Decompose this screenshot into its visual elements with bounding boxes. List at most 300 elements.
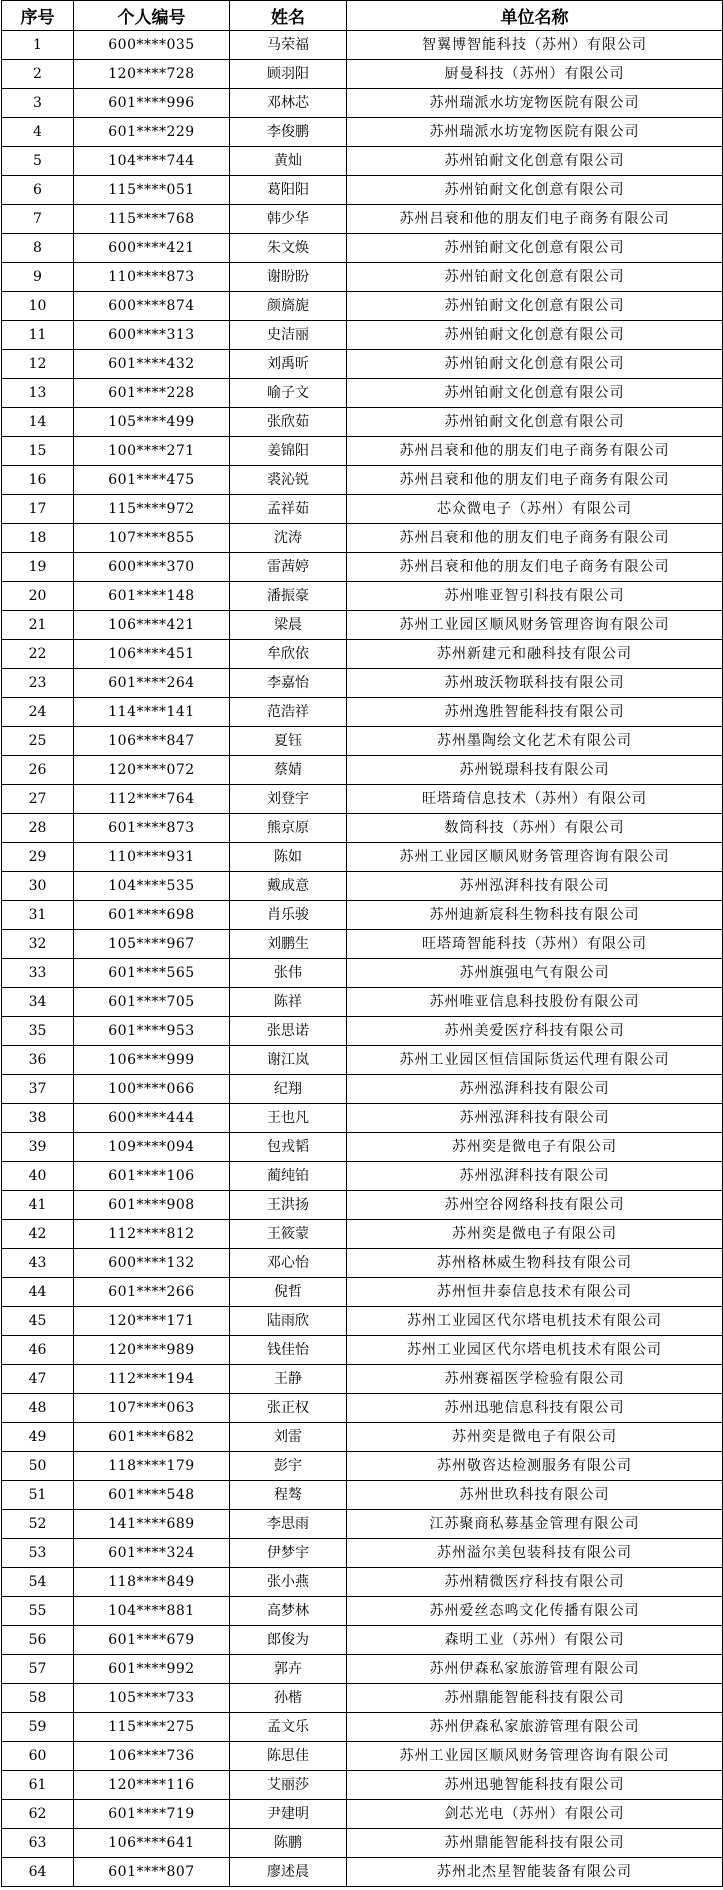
- cell-organization: 旺塔琦信息技术（苏州）有限公司: [347, 785, 723, 814]
- cell-organization: 苏州吕衰和他的朋友们电子商务有限公司: [347, 553, 723, 582]
- cell-organization: 苏州吕衰和他的朋友们电子商务有限公司: [347, 466, 723, 495]
- cell-organization: 苏州旗强电气有限公司: [347, 959, 723, 988]
- cell-organization: 智翼博智能科技（苏州）有限公司: [347, 31, 723, 60]
- cell-name: 纪翔: [230, 1075, 347, 1104]
- cell-personal-id: 110****931: [74, 843, 230, 872]
- cell-name: 史洁丽: [230, 321, 347, 350]
- table-row: [2, 1626, 723, 1655]
- cell-name: 刘禹昕: [230, 350, 347, 379]
- cell-serial-number: 25: [2, 727, 74, 756]
- cell-name: 潘振豪: [230, 582, 347, 611]
- cell-personal-id: 601****996: [74, 89, 230, 118]
- cell-serial-number: 52: [2, 1510, 74, 1539]
- cell-personal-id: 601****679: [74, 1626, 230, 1655]
- cell-organization: 苏州奕是微电子有限公司: [347, 1220, 723, 1249]
- cell-serial-number: 58: [2, 1684, 74, 1713]
- cell-name: 陆雨欣: [230, 1307, 347, 1336]
- cell-name: 高梦林: [230, 1597, 347, 1626]
- cell-serial-number: 32: [2, 930, 74, 959]
- cell-serial-number: 8: [2, 234, 74, 263]
- cell-personal-id: 106****999: [74, 1046, 230, 1075]
- cell-organization: 苏州铂耐文化创意有限公司: [347, 234, 723, 263]
- cell-serial-number: 13: [2, 379, 74, 408]
- cell-serial-number: 61: [2, 1771, 74, 1800]
- table-row: [2, 1220, 723, 1249]
- table-row: [2, 1191, 723, 1220]
- cell-serial-number: 23: [2, 669, 74, 698]
- cell-serial-number: 6: [2, 176, 74, 205]
- cell-organization: 苏州吕衰和他的朋友们电子商务有限公司: [347, 437, 723, 466]
- cell-organization: 数筒科技（苏州）有限公司: [347, 814, 723, 843]
- cell-name: 郭卉: [230, 1655, 347, 1684]
- cell-serial-number: 46: [2, 1336, 74, 1365]
- table-row: [2, 698, 723, 727]
- cell-organization: 苏州泓湃科技有限公司: [347, 1162, 723, 1191]
- cell-name: 颜旖旎: [230, 292, 347, 321]
- cell-organization: 苏州迅驰智能科技有限公司: [347, 1771, 723, 1800]
- cell-serial-number: 50: [2, 1452, 74, 1481]
- table-row: [2, 1539, 723, 1568]
- cell-name: 葛阳阳: [230, 176, 347, 205]
- cell-name: 蔡婧: [230, 756, 347, 785]
- cell-organization: 苏州吕衰和他的朋友们电子商务有限公司: [347, 205, 723, 234]
- cell-organization: 苏州溢尔美包装科技有限公司: [347, 1539, 723, 1568]
- cell-name: 孙楷: [230, 1684, 347, 1713]
- cell-organization: 苏州唯亚信息科技股份有限公司: [347, 988, 723, 1017]
- cell-name: 刘登宇: [230, 785, 347, 814]
- cell-personal-id: 100****271: [74, 437, 230, 466]
- cell-organization: 苏州泓湃科技有限公司: [347, 872, 723, 901]
- table-row: [2, 901, 723, 930]
- cell-organization: 苏州美爱医疗科技有限公司: [347, 1017, 723, 1046]
- cell-organization: 苏州铂耐文化创意有限公司: [347, 147, 723, 176]
- cell-name: 沈涛: [230, 524, 347, 553]
- cell-personal-id: 600****370: [74, 553, 230, 582]
- cell-personal-id: 107****855: [74, 524, 230, 553]
- cell-organization: 厨曼科技（苏州）有限公司: [347, 60, 723, 89]
- cell-name: 姜锦阳: [230, 437, 347, 466]
- cell-organization: 苏州鼎能智能科技有限公司: [347, 1684, 723, 1713]
- cell-serial-number: 51: [2, 1481, 74, 1510]
- cell-personal-id: 601****229: [74, 118, 230, 147]
- cell-serial-number: 63: [2, 1829, 74, 1858]
- cell-personal-id: 601****324: [74, 1539, 230, 1568]
- table-row: [2, 524, 723, 553]
- table-row: [2, 756, 723, 785]
- table-row: [2, 640, 723, 669]
- cell-name: 张思诺: [230, 1017, 347, 1046]
- table-row: [2, 1249, 723, 1278]
- cell-personal-id: 601****807: [74, 1858, 230, 1887]
- personnel-table: [1, 0, 723, 1887]
- table-row: [2, 582, 723, 611]
- cell-personal-id: 601****705: [74, 988, 230, 1017]
- cell-personal-id: 106****847: [74, 727, 230, 756]
- table-body: [2, 31, 723, 1887]
- cell-personal-id: 601****475: [74, 466, 230, 495]
- cell-personal-id: 601****698: [74, 901, 230, 930]
- cell-name: 顾羽阳: [230, 60, 347, 89]
- cell-serial-number: 33: [2, 959, 74, 988]
- cell-name: 王也凡: [230, 1104, 347, 1133]
- cell-serial-number: 15: [2, 437, 74, 466]
- cell-name: 程骜: [230, 1481, 347, 1510]
- cell-personal-id: 601****953: [74, 1017, 230, 1046]
- cell-serial-number: 17: [2, 495, 74, 524]
- cell-name: 喻子文: [230, 379, 347, 408]
- table-row: [2, 1800, 723, 1829]
- cell-serial-number: 27: [2, 785, 74, 814]
- table-row: [2, 930, 723, 959]
- table-row: [2, 379, 723, 408]
- cell-name: 廖述晨: [230, 1858, 347, 1887]
- cell-personal-id: 118****179: [74, 1452, 230, 1481]
- cell-name: 马荣福: [230, 31, 347, 60]
- cell-serial-number: 55: [2, 1597, 74, 1626]
- table-row: [2, 234, 723, 263]
- table-row: [2, 843, 723, 872]
- cell-organization: 苏州瑞派水坊宠物医院有限公司: [347, 89, 723, 118]
- header-serial-number: 序号: [2, 1, 74, 31]
- cell-organization: 苏州伊森私家旅游管理有限公司: [347, 1713, 723, 1742]
- cell-personal-id: 105****967: [74, 930, 230, 959]
- table-row: [2, 814, 723, 843]
- cell-organization: 苏州锐璟科技有限公司: [347, 756, 723, 785]
- table-row: [2, 118, 723, 147]
- cell-organization: 苏州铂耐文化创意有限公司: [347, 350, 723, 379]
- table-row: [2, 1771, 723, 1800]
- table-row: [2, 437, 723, 466]
- table-row: [2, 1046, 723, 1075]
- cell-serial-number: 29: [2, 843, 74, 872]
- cell-organization: 苏州工业园区恒信国际货运代理有限公司: [347, 1046, 723, 1075]
- table-row: [2, 1423, 723, 1452]
- cell-serial-number: 1: [2, 31, 74, 60]
- cell-serial-number: 22: [2, 640, 74, 669]
- cell-organization: 苏州赛福医学检验有限公司: [347, 1365, 723, 1394]
- cell-serial-number: 36: [2, 1046, 74, 1075]
- cell-organization: 苏州精微医疗科技有限公司: [347, 1568, 723, 1597]
- cell-name: 陈思佳: [230, 1742, 347, 1771]
- cell-serial-number: 54: [2, 1568, 74, 1597]
- cell-organization: 芯众微电子（苏州）有限公司: [347, 495, 723, 524]
- cell-name: 肖乐骏: [230, 901, 347, 930]
- cell-organization: 苏州玻沃物联科技有限公司: [347, 669, 723, 698]
- cell-name: 张伟: [230, 959, 347, 988]
- cell-name: 伊梦宇: [230, 1539, 347, 1568]
- cell-serial-number: 59: [2, 1713, 74, 1742]
- cell-name: 邓林芯: [230, 89, 347, 118]
- cell-name: 黄灿: [230, 147, 347, 176]
- cell-organization: 苏州铂耐文化创意有限公司: [347, 321, 723, 350]
- cell-personal-id: 600****132: [74, 1249, 230, 1278]
- cell-organization: 苏州铂耐文化创意有限公司: [347, 176, 723, 205]
- cell-personal-id: 109****094: [74, 1133, 230, 1162]
- header-organization: 单位名称: [347, 1, 723, 31]
- table-row: [2, 1568, 723, 1597]
- table-row: [2, 1452, 723, 1481]
- cell-serial-number: 60: [2, 1742, 74, 1771]
- cell-name: 朱文焕: [230, 234, 347, 263]
- cell-organization: 苏州空谷网络科技有限公司: [347, 1191, 723, 1220]
- cell-personal-id: 601****992: [74, 1655, 230, 1684]
- cell-serial-number: 37: [2, 1075, 74, 1104]
- cell-serial-number: 11: [2, 321, 74, 350]
- table-row: [2, 1307, 723, 1336]
- table-row: [2, 1104, 723, 1133]
- cell-name: 王静: [230, 1365, 347, 1394]
- table-row: [2, 89, 723, 118]
- cell-serial-number: 56: [2, 1626, 74, 1655]
- cell-name: 李思雨: [230, 1510, 347, 1539]
- table-row: [2, 1829, 723, 1858]
- cell-organization: 苏州世玖科技有限公司: [347, 1481, 723, 1510]
- cell-organization: 江苏聚商私募基金管理有限公司: [347, 1510, 723, 1539]
- cell-serial-number: 62: [2, 1800, 74, 1829]
- cell-name: 韩少华: [230, 205, 347, 234]
- cell-personal-id: 601****432: [74, 350, 230, 379]
- cell-organization: 苏州爱丝态鸣文化传播有限公司: [347, 1597, 723, 1626]
- cell-organization: 苏州铂耐文化创意有限公司: [347, 408, 723, 437]
- cell-personal-id: 601****908: [74, 1191, 230, 1220]
- cell-organization: 苏州格林威生物科技有限公司: [347, 1249, 723, 1278]
- cell-organization: 苏州铂耐文化创意有限公司: [347, 263, 723, 292]
- cell-organization: 森明工业（苏州）有限公司: [347, 1626, 723, 1655]
- cell-name: 刘鹏生: [230, 930, 347, 959]
- cell-name: 刘雷: [230, 1423, 347, 1452]
- cell-personal-id: 120****989: [74, 1336, 230, 1365]
- cell-name: 王筱蒙: [230, 1220, 347, 1249]
- cell-name: 范浩祥: [230, 698, 347, 727]
- table-row: [2, 727, 723, 756]
- cell-personal-id: 601****719: [74, 1800, 230, 1829]
- cell-serial-number: 47: [2, 1365, 74, 1394]
- cell-personal-id: 601****682: [74, 1423, 230, 1452]
- cell-personal-id: 601****148: [74, 582, 230, 611]
- cell-organization: 苏州工业园区顺风财务管理咨询有限公司: [347, 843, 723, 872]
- cell-personal-id: 601****266: [74, 1278, 230, 1307]
- cell-organization: 剑芯光电（苏州）有限公司: [347, 1800, 723, 1829]
- cell-name: 夏钰: [230, 727, 347, 756]
- cell-name: 陈祥: [230, 988, 347, 1017]
- cell-serial-number: 2: [2, 60, 74, 89]
- cell-serial-number: 10: [2, 292, 74, 321]
- cell-name: 李俊鹏: [230, 118, 347, 147]
- table-row: [2, 1017, 723, 1046]
- cell-name: 张正权: [230, 1394, 347, 1423]
- cell-name: 孟文乐: [230, 1713, 347, 1742]
- cell-organization: 苏州恒井泰信息技术有限公司: [347, 1278, 723, 1307]
- table-row: [2, 1858, 723, 1887]
- table-row: [2, 147, 723, 176]
- cell-serial-number: 18: [2, 524, 74, 553]
- cell-name: 熊京原: [230, 814, 347, 843]
- cell-name: 孟祥茹: [230, 495, 347, 524]
- cell-name: 谢江岚: [230, 1046, 347, 1075]
- cell-organization: 苏州瑞派水坊宠物医院有限公司: [347, 118, 723, 147]
- cell-personal-id: 112****764: [74, 785, 230, 814]
- cell-organization: 苏州迪新宸科生物科技有限公司: [347, 901, 723, 930]
- table-row: [2, 408, 723, 437]
- cell-personal-id: 600****313: [74, 321, 230, 350]
- cell-serial-number: 16: [2, 466, 74, 495]
- cell-personal-id: 601****264: [74, 669, 230, 698]
- cell-serial-number: 43: [2, 1249, 74, 1278]
- cell-organization: 苏州逸胜智能科技有限公司: [347, 698, 723, 727]
- cell-personal-id: 105****499: [74, 408, 230, 437]
- cell-personal-id: 112****194: [74, 1365, 230, 1394]
- cell-name: 张欣茹: [230, 408, 347, 437]
- cell-organization: 苏州敬咨达检测服务有限公司: [347, 1452, 723, 1481]
- cell-personal-id: 106****641: [74, 1829, 230, 1858]
- table-header-row: [2, 1, 723, 31]
- cell-serial-number: 48: [2, 1394, 74, 1423]
- cell-organization: 苏州泓湃科技有限公司: [347, 1075, 723, 1104]
- cell-personal-id: 118****849: [74, 1568, 230, 1597]
- table-row: [2, 350, 723, 379]
- cell-name: 包戎韬: [230, 1133, 347, 1162]
- cell-organization: 苏州奕是微电子有限公司: [347, 1133, 723, 1162]
- cell-name: 艾丽莎: [230, 1771, 347, 1800]
- cell-serial-number: 19: [2, 553, 74, 582]
- cell-name: 邓心怡: [230, 1249, 347, 1278]
- table-row: [2, 1742, 723, 1771]
- cell-serial-number: 39: [2, 1133, 74, 1162]
- cell-name: 尹建明: [230, 1800, 347, 1829]
- cell-organization: 旺塔琦智能科技（苏州）有限公司: [347, 930, 723, 959]
- cell-serial-number: 12: [2, 350, 74, 379]
- cell-serial-number: 44: [2, 1278, 74, 1307]
- cell-serial-number: 40: [2, 1162, 74, 1191]
- cell-personal-id: 600****874: [74, 292, 230, 321]
- cell-serial-number: 21: [2, 611, 74, 640]
- cell-organization: 苏州工业园区顺风财务管理咨询有限公司: [347, 1742, 723, 1771]
- cell-personal-id: 106****421: [74, 611, 230, 640]
- table-row: [2, 321, 723, 350]
- cell-organization: 苏州吕衰和他的朋友们电子商务有限公司: [347, 524, 723, 553]
- table-row: [2, 292, 723, 321]
- table-row: [2, 785, 723, 814]
- header-personal-id: 个人编号: [74, 1, 230, 31]
- cell-name: 王洪扬: [230, 1191, 347, 1220]
- cell-personal-id: 601****873: [74, 814, 230, 843]
- cell-serial-number: 45: [2, 1307, 74, 1336]
- cell-name: 陈如: [230, 843, 347, 872]
- table-row: [2, 988, 723, 1017]
- cell-serial-number: 57: [2, 1655, 74, 1684]
- cell-personal-id: 107****063: [74, 1394, 230, 1423]
- table-row: [2, 1278, 723, 1307]
- cell-serial-number: 26: [2, 756, 74, 785]
- cell-personal-id: 115****768: [74, 205, 230, 234]
- cell-personal-id: 601****228: [74, 379, 230, 408]
- cell-personal-id: 114****141: [74, 698, 230, 727]
- cell-personal-id: 106****451: [74, 640, 230, 669]
- cell-personal-id: 106****736: [74, 1742, 230, 1771]
- cell-name: 倪哲: [230, 1278, 347, 1307]
- table-row: [2, 1394, 723, 1423]
- cell-serial-number: 30: [2, 872, 74, 901]
- cell-serial-number: 53: [2, 1539, 74, 1568]
- table-row: [2, 959, 723, 988]
- cell-serial-number: 42: [2, 1220, 74, 1249]
- cell-name: 雷茜婷: [230, 553, 347, 582]
- cell-serial-number: 64: [2, 1858, 74, 1887]
- cell-personal-id: 110****873: [74, 263, 230, 292]
- table-row: [2, 1133, 723, 1162]
- cell-name: 钱佳怡: [230, 1336, 347, 1365]
- cell-personal-id: 120****072: [74, 756, 230, 785]
- cell-name: 梁晨: [230, 611, 347, 640]
- cell-serial-number: 34: [2, 988, 74, 1017]
- cell-personal-id: 120****116: [74, 1771, 230, 1800]
- table-row: [2, 611, 723, 640]
- cell-name: 张小燕: [230, 1568, 347, 1597]
- table-row: [2, 495, 723, 524]
- cell-personal-id: 141****689: [74, 1510, 230, 1539]
- cell-personal-id: 600****421: [74, 234, 230, 263]
- cell-serial-number: 35: [2, 1017, 74, 1046]
- cell-name: 戴成意: [230, 872, 347, 901]
- cell-name: 李嘉怡: [230, 669, 347, 698]
- cell-organization: 苏州唯亚智引科技有限公司: [347, 582, 723, 611]
- cell-serial-number: 38: [2, 1104, 74, 1133]
- cell-name: 陈鹏: [230, 1829, 347, 1858]
- table-row: [2, 669, 723, 698]
- cell-personal-id: 105****733: [74, 1684, 230, 1713]
- cell-name: 郎俊为: [230, 1626, 347, 1655]
- cell-personal-id: 112****812: [74, 1220, 230, 1249]
- cell-personal-id: 601****106: [74, 1162, 230, 1191]
- table-row: [2, 1655, 723, 1684]
- cell-personal-id: 104****744: [74, 147, 230, 176]
- cell-personal-id: 601****565: [74, 959, 230, 988]
- cell-personal-id: 115****972: [74, 495, 230, 524]
- table-row: [2, 1713, 723, 1742]
- table-row: [2, 872, 723, 901]
- table-row: [2, 31, 723, 60]
- table-row: [2, 1510, 723, 1539]
- cell-serial-number: 49: [2, 1423, 74, 1452]
- cell-organization: 苏州工业园区代尔塔电机技术有限公司: [347, 1336, 723, 1365]
- cell-personal-id: 104****881: [74, 1597, 230, 1626]
- table-row: [2, 1684, 723, 1713]
- table-row: [2, 176, 723, 205]
- cell-organization: 苏州新建元和融科技有限公司: [347, 640, 723, 669]
- cell-organization: 苏州北杰星智能装备有限公司: [347, 1858, 723, 1887]
- cell-name: 谢盼盼: [230, 263, 347, 292]
- cell-organization: 苏州鼎能智能科技有限公司: [347, 1829, 723, 1858]
- table-row: [2, 466, 723, 495]
- cell-organization: 苏州铂耐文化创意有限公司: [347, 292, 723, 321]
- cell-organization: 苏州泓湃科技有限公司: [347, 1104, 723, 1133]
- cell-organization: 苏州墨陶绘文化艺术有限公司: [347, 727, 723, 756]
- cell-serial-number: 14: [2, 408, 74, 437]
- cell-serial-number: 24: [2, 698, 74, 727]
- table-row: [2, 1162, 723, 1191]
- cell-name: 裘沁锐: [230, 466, 347, 495]
- table-row: [2, 1075, 723, 1104]
- table-row: [2, 263, 723, 292]
- cell-serial-number: 4: [2, 118, 74, 147]
- table-row: [2, 205, 723, 234]
- cell-organization: 苏州迅驰信息科技有限公司: [347, 1394, 723, 1423]
- cell-name: 彭宇: [230, 1452, 347, 1481]
- cell-serial-number: 3: [2, 89, 74, 118]
- cell-personal-id: 601****548: [74, 1481, 230, 1510]
- cell-personal-id: 120****728: [74, 60, 230, 89]
- cell-serial-number: 31: [2, 901, 74, 930]
